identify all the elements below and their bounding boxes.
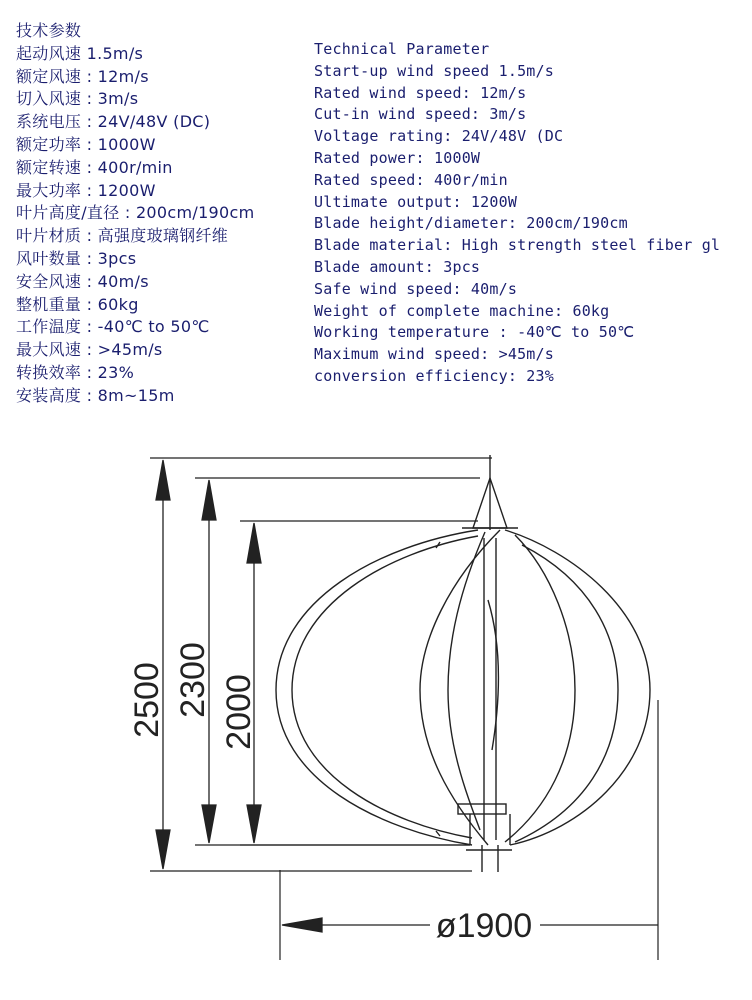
- spec-row-en: conversion efficiency: 23%: [314, 366, 554, 385]
- turbine-rotor-outline: [276, 455, 650, 872]
- spec-row-en: Working temperature : -40℃ to 50℃: [314, 323, 635, 342]
- spec-row-cn: 叶片高度/直径 : 200cm/190cm: [16, 203, 255, 223]
- spec-row-en: Blade material: High strength steel fiber gl: [314, 236, 721, 255]
- spec-row-en: Weight of complete machine: 60kg: [314, 301, 610, 320]
- spec-row-cn: 安装高度 : 8m~15m: [16, 385, 175, 405]
- spec-title-en: Technical Parameter: [314, 40, 490, 58]
- spec-row-cn: 起动风速 1.5m/s: [16, 43, 144, 63]
- spec-row-en: Cut-in wind speed: 3m/s: [314, 105, 527, 124]
- spec-row-cn: 最大功率 : 1200W: [16, 180, 156, 200]
- english-spec-list: [314, 39, 752, 388]
- dimension-blade-only: 2000: [220, 674, 258, 750]
- spec-row-cn: 安全风速 : 40m/s: [16, 271, 149, 291]
- spec-row-cn: 系统电压 : 24V/48V (DC): [16, 112, 211, 132]
- spec-row-en: Rated speed: 400r/min: [314, 170, 508, 189]
- turbine-technical-drawing: [0, 440, 752, 1000]
- dimension-diameter: ø1900: [435, 907, 533, 945]
- spec-title-cn: 技术参数: [16, 21, 82, 40]
- spec-row-cn: 最大风速 : >45m/s: [16, 340, 163, 360]
- spec-row-en: Start-up wind speed 1.5m/s: [314, 61, 554, 80]
- spec-row-cn: 叶片材质 : 高强度玻璃钢纤维: [16, 226, 229, 246]
- spec-row-cn: 切入风速 : 3m/s: [16, 89, 139, 109]
- spec-row-en: Blade amount: 3pcs: [314, 257, 481, 276]
- spec-row-cn: 额定风速 : 12m/s: [16, 66, 149, 86]
- spec-row-en: Voltage rating: 24V/48V (DC: [314, 127, 564, 146]
- spec-row-cn: 转换效率 : 23%: [16, 362, 135, 382]
- spec-row-en: Rated power: 1000W: [314, 148, 481, 167]
- dimension-total-height: 2500: [128, 662, 166, 738]
- spec-row-cn: 额定转速 : 400r/min: [16, 157, 173, 177]
- spec-row-en: Maximum wind speed: >45m/s: [314, 345, 554, 364]
- spec-row-cn: 额定功率 : 1000W: [16, 134, 156, 154]
- spec-row-cn: 风叶数量 : 3pcs: [16, 248, 137, 268]
- spec-row-en: Rated wind speed: 12m/s: [314, 83, 527, 102]
- spec-row-en: Ultimate output: 1200W: [314, 192, 518, 211]
- chinese-spec-list: [16, 20, 308, 408]
- spec-row-cn: 整机重量 : 60kg: [16, 294, 139, 314]
- dimension-blade-height: 2300: [174, 642, 212, 718]
- spec-row-cn: 工作温度 : -40℃ to 50℃: [16, 317, 210, 337]
- spec-row-en: Safe wind speed: 40m/s: [314, 279, 518, 298]
- spec-row-en: Blade height/diameter: 200cm/190cm: [314, 214, 628, 233]
